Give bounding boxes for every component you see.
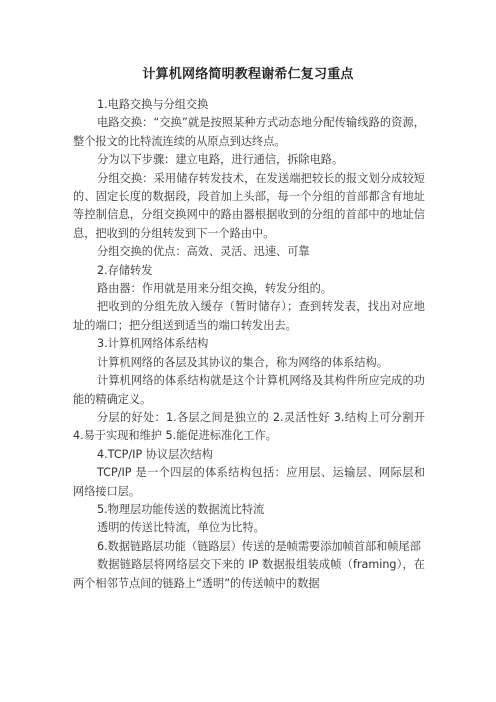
paragraph-architecture-function: 计算机网络的体系结构就是这个计算机网络及其构件所应完成的功能的精确定义。 xyxy=(73,374,425,406)
section-heading-1: 1.电路交换与分组交换 xyxy=(97,98,209,111)
paragraph-forwarding: 把收到的分组先放入缓存（暂时储存）；查到转发表，找出对应地址的端口；把分组送到适当的端口转发出去。 xyxy=(73,300,425,332)
section-heading-5: 5.物理层功能传送的数据流比特流 xyxy=(97,502,265,516)
paragraph-physical-layer: 透明的传送比特流，单位为比特。 xyxy=(97,521,265,535)
paragraph-router: 路由器：作用就是用来分组交换，转发分组的。 xyxy=(97,282,332,296)
paragraph-datalink-layer: 数据链路层将网络层交下来的 IP 数据报组装成帧（framing），在两个相邻节点间的链路上“透明”的传送帧中的数据 xyxy=(73,558,425,590)
document-body xyxy=(73,96,425,593)
paragraph-packet-switching: 分组交换：采用储存转发技术，在发送端把较长的报文划分成较短的、固定长度的数据段，段首加上头部，每一个分组的首部都含有地址等控制信息，分组交换网中的路由器根据收到的分组的首部中的地址信息，把收到的分组转发到下一个路由中。 xyxy=(73,171,425,240)
paragraph-circuit-switching: 电路交换：“交换”就是按照某种方式动态地分配传输线路的资源，整个报文的比特流连续的从原点到达终点。 xyxy=(73,116,425,148)
paragraph-tcpip-layers: TCP/IP 是一个四层的体系结构包括：应用层、运输层、网际层和网络接口层。 xyxy=(73,466,425,498)
section-heading-4: 4.TCP/IP 协议层次结构 xyxy=(97,447,213,461)
section-heading-3: 3.计算机网络体系结构 xyxy=(97,337,209,351)
document-title: 计算机网络简明教程谢希仁复习重点 xyxy=(142,67,354,82)
paragraph-architecture-def: 计算机网络的各层及其协议的集合，称为网络的体系结构。 xyxy=(97,355,388,369)
section-heading-6: 6.数据链路层功能（链路层）传送的是帧需要添加帧首部和帧尾部 xyxy=(97,539,421,553)
paragraph-layering-benefits: 分层的好处：1.各层之间是独立的 2.灵活性好 3.结构上可分割开 4.易于实现和维护 5.能促进标准化工作。 xyxy=(73,410,425,443)
paragraph-packet-advantages: 分组交换的优点：高效、灵活、迅速、可靠 xyxy=(97,245,310,259)
section-heading-2: 2.存储转发 xyxy=(97,263,153,277)
paragraph-steps: 分为以下步骤：建立电路，进行通信，拆除电路。 xyxy=(97,153,344,167)
